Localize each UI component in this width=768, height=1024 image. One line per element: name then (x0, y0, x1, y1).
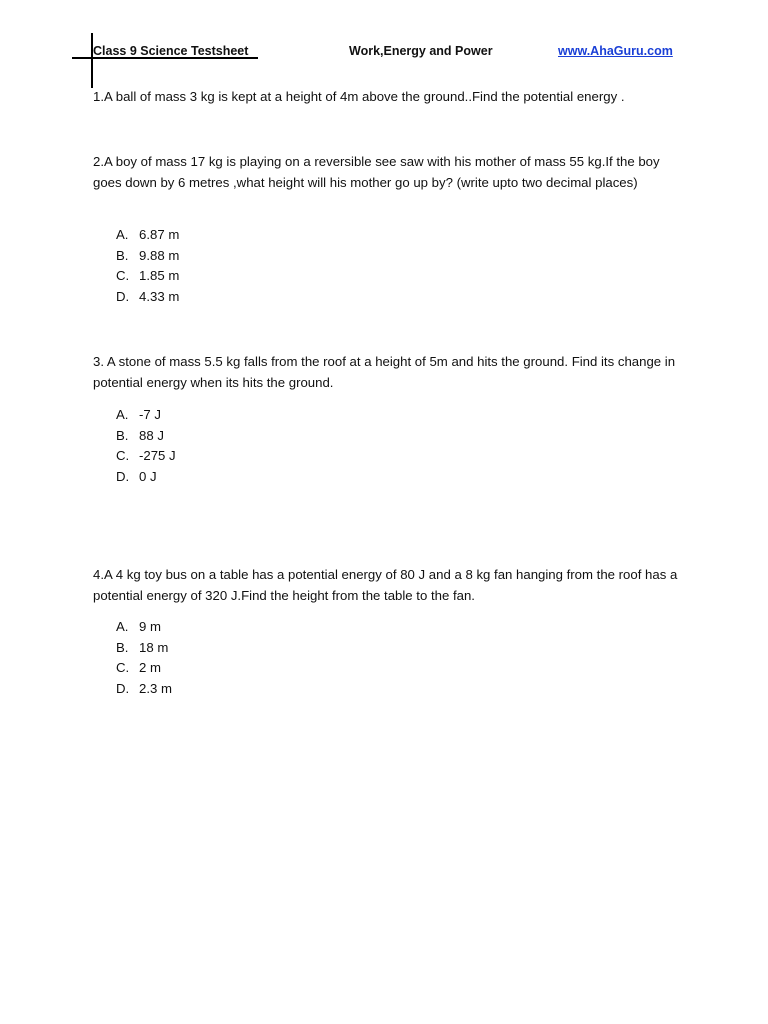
option-letter: D. (116, 680, 130, 696)
option-letter: A. (116, 619, 129, 634)
option-value: 18 m (139, 639, 169, 655)
option-letter: B. (116, 247, 129, 263)
option-item (116, 467, 176, 488)
option-letter: C. (116, 268, 130, 283)
option-letter: B. (116, 427, 129, 443)
question-4: 4.A 4 kg toy bus on a table has a potential energy of 80 J and a 8 kg fan hanging from the roof has a potential energy of 320 J.Find the height from the table to the fan. (93, 567, 678, 603)
option-letter: C. (116, 660, 130, 675)
question-4-options (116, 617, 172, 699)
option-value: 2 m (139, 660, 161, 675)
question-2-options (116, 225, 179, 307)
option-value: 1.85 m (139, 268, 180, 283)
option-value: -275 J (139, 448, 176, 463)
topic-title: Work,Energy and Power (349, 44, 493, 58)
option-item (116, 225, 179, 246)
option-value: 6.87 m (139, 227, 180, 242)
option-item (116, 658, 172, 679)
option-letter: D. (116, 288, 130, 304)
option-item (116, 287, 179, 308)
option-letter: D. (116, 468, 130, 484)
option-item (116, 638, 172, 659)
website-link[interactable]: www.AhaGuru.com (558, 44, 673, 58)
question-3: 3. A stone of mass 5.5 kg falls from the roof at a height of 5m and hits the ground. Find its change in potential energy when its hits the ground. (93, 354, 676, 390)
question-1: 1.A ball of mass 3 kg is kept at a height of 4m above the ground..Find the potential energy . (93, 89, 625, 104)
option-item (116, 266, 179, 287)
option-value: 2.3 m (139, 680, 172, 696)
option-value: -7 J (139, 407, 161, 422)
question-2: 2.A boy of mass 17 kg is playing on a reversible see saw with his mother of mass 55 kg.If the boy goes down by 6 metres ,what height will his mother go up by? (write upto two decimal places) (93, 154, 660, 190)
sheet-title: Class 9 Science Testsheet (93, 44, 249, 58)
option-item (116, 679, 172, 700)
option-value: 9.88 m (139, 247, 180, 263)
question-3-options (116, 405, 176, 487)
option-item (116, 426, 176, 447)
option-item (116, 246, 179, 267)
option-value: 4.33 m (139, 288, 180, 304)
option-item (116, 617, 172, 638)
option-letter: B. (116, 639, 129, 655)
option-item (116, 446, 176, 467)
option-letter: A. (116, 227, 129, 242)
option-value: 88 J (139, 427, 164, 443)
option-letter: A. (116, 407, 129, 422)
option-letter: C. (116, 448, 130, 463)
crop-mark-vertical (91, 33, 93, 88)
option-value: 9 m (139, 619, 161, 634)
option-value: 0 J (139, 468, 157, 484)
option-item (116, 405, 176, 426)
